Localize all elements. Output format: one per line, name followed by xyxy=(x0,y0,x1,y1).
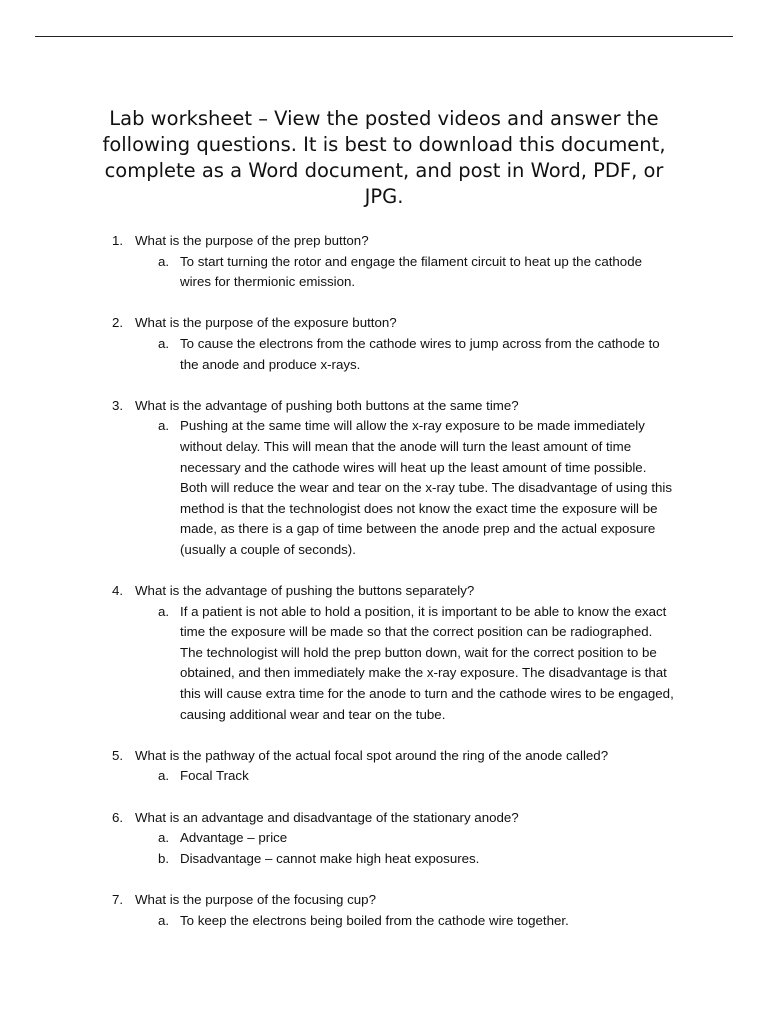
question-item xyxy=(0,746,768,787)
answer-item xyxy=(0,602,768,726)
answer-list xyxy=(0,602,768,726)
question-text: What is the purpose of the prep button? xyxy=(135,233,369,248)
question-text: What is the purpose of the focusing cup? xyxy=(135,892,376,907)
question-text: What is the purpose of the exposure button? xyxy=(135,315,397,331)
answer-letter: b. xyxy=(158,850,170,866)
answer-text: Advantage – price xyxy=(180,830,288,846)
answer-item xyxy=(0,828,768,849)
answer-text: Disadvantage – cannot make high heat exposures. xyxy=(180,850,480,866)
question-number: 7. xyxy=(112,892,124,907)
answer-list xyxy=(0,416,768,560)
question-text: What is the pathway of the actual focal spot around the ring of the anode called? xyxy=(135,747,609,763)
answer-text: To keep the electrons being boiled from the cathode wire together. xyxy=(180,912,569,928)
answer-text: Focal Track xyxy=(180,768,249,784)
answer-list xyxy=(0,334,768,375)
answer-letter: a. xyxy=(158,335,170,351)
answer-item xyxy=(0,911,768,932)
answer-letter: a. xyxy=(158,768,170,784)
answer-list xyxy=(0,766,768,787)
answer-list xyxy=(0,911,768,932)
answer-item xyxy=(0,252,768,293)
question-item xyxy=(0,808,768,870)
question-number: 5. xyxy=(112,747,124,763)
question-item xyxy=(0,313,768,375)
question-text: What is the advantage of pushing both buttons at the same time? xyxy=(135,397,519,413)
answer-item xyxy=(0,416,768,560)
answer-letter: a. xyxy=(158,912,170,928)
answer-list xyxy=(0,828,768,869)
answer-text: To start turning the rotor and engage the filament circuit to heat up the cathode wires for thermionic emission. xyxy=(180,253,642,290)
question-number: 4. xyxy=(112,583,124,599)
question-item xyxy=(0,890,768,931)
question-text: What is the advantage of pushing the buttons separately? xyxy=(135,583,475,599)
question-number: 2. xyxy=(112,315,124,331)
question-item xyxy=(0,231,768,293)
question-list xyxy=(0,231,768,952)
answer-item xyxy=(0,334,768,375)
answer-letter: a. xyxy=(158,830,170,846)
header-rule xyxy=(35,36,733,37)
answer-item xyxy=(0,766,768,787)
worksheet-title: Lab worksheet – View the posted videos and answer the following questions. It is best to download this document, complete as a Word document, and post in Word, PDF, or JPG. xyxy=(102,107,666,208)
answer-text: Pushing at the same time will allow the x-ray exposure to be made immediately without delay. This will mean that the anode will turn the least amount of time necessary and the cathode wires will heat up the least amount of time possible. Both will reduce the wear and tear on the x-ray tube. The disadvantage of using this method is that the technologist does not know the exact time the exposure will be made, as there is a gap of time between the anode prep and the actual exposure (usually a couple of seconds). xyxy=(180,418,673,557)
answer-list xyxy=(0,252,768,293)
question-item xyxy=(0,581,768,725)
answer-text: To cause the electrons from the cathode wires to jump across from the cathode to the anode and produce x-rays. xyxy=(180,335,660,372)
answer-letter: a. xyxy=(158,418,170,434)
question-item xyxy=(0,396,768,561)
answer-letter: a. xyxy=(158,253,170,269)
answer-letter: a. xyxy=(158,603,170,619)
question-text: What is an advantage and disadvantage of the stationary anode? xyxy=(135,809,519,825)
answer-item xyxy=(0,849,768,870)
answer-text: If a patient is not able to hold a position, it is important to be able to know the exact time the exposure will be made so that the correct position can be radiographed. The technologist will hold the prep button down, wait for the correct position to be obtained, and then immediately make the x-ray exposure. The disadvantage is that this will cause extra time for the anode to turn and the cathode wires to be engaged, causing additional wear and tear on the tube. xyxy=(180,603,674,722)
question-number: 1. xyxy=(112,233,124,248)
question-number: 6. xyxy=(112,809,124,825)
question-number: 3. xyxy=(112,397,124,413)
